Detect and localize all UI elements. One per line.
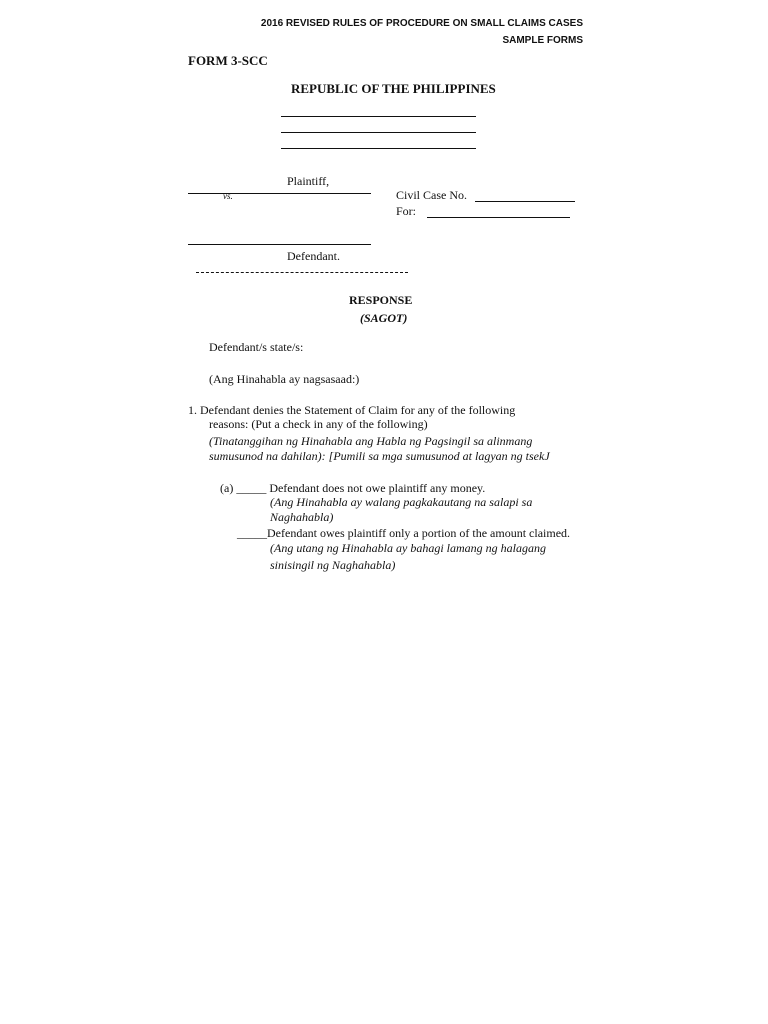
civil-case-label: Civil Case No. xyxy=(396,188,467,202)
item1-translation-1: (Tinatanggihan ng Hinahabla ang Habla ng Pagsingil sa alinmang xyxy=(209,434,533,448)
item1-translation-2: sumusunod na dahilan): [Pumili sa mga sumusunod at lagyan ng tsekJ xyxy=(209,449,550,463)
defendant-line xyxy=(188,244,371,245)
response-subtitle: (SAGOT) xyxy=(360,311,408,325)
option-b-translation-1: (Ang utang ng Hinahabla ay bahagi lamang ng halagang xyxy=(270,541,546,555)
header-subtitle: SAMPLE FORMS xyxy=(502,35,583,46)
form-id: FORM 3-SCC xyxy=(188,53,268,68)
plaintiff-line xyxy=(188,193,371,194)
plaintiff-label: Plaintiff, xyxy=(287,174,330,188)
option-a-label[interactable]: (a) _____ Defendant does not owe plaintiff any money. xyxy=(220,481,486,495)
option-b-translation-2: sinisingil ng Naghahabla) xyxy=(270,558,396,572)
for-line[interactable] xyxy=(427,217,570,218)
vs-label: vs. xyxy=(223,191,233,201)
caption-dashed-line xyxy=(196,272,408,273)
option-b-label[interactable]: _____Defendant owes plaintiff only a portion of the amount claimed. xyxy=(237,526,571,540)
civil-case-line[interactable] xyxy=(475,201,575,202)
item1-line1: 1. Defendant denies the Statement of Claim for any of the following xyxy=(188,403,516,417)
states-translation: (Ang Hinahabla ay nagsasaad:) xyxy=(209,372,360,386)
response-title: RESPONSE xyxy=(349,293,413,307)
for-label: For: xyxy=(396,204,417,218)
item1-line2: reasons: (Put a check in any of the following) xyxy=(209,417,428,431)
header-title: 2016 REVISED RULES OF PROCEDURE ON SMALL CLAIMS CASES xyxy=(260,18,583,29)
option-a-translation-2: Naghahabla) xyxy=(270,510,334,524)
court-line-3 xyxy=(281,148,476,149)
states-text: Defendant/s state/s: xyxy=(209,340,304,354)
republic-heading: REPUBLIC OF THE PHILIPPINES xyxy=(291,81,496,96)
court-line-2 xyxy=(281,132,476,133)
defendant-label: Defendant. xyxy=(287,249,340,263)
option-a-translation-1: (Ang Hinahabla ay walang pagkakautang na salapi sa xyxy=(270,495,533,509)
court-line-1 xyxy=(281,116,476,117)
